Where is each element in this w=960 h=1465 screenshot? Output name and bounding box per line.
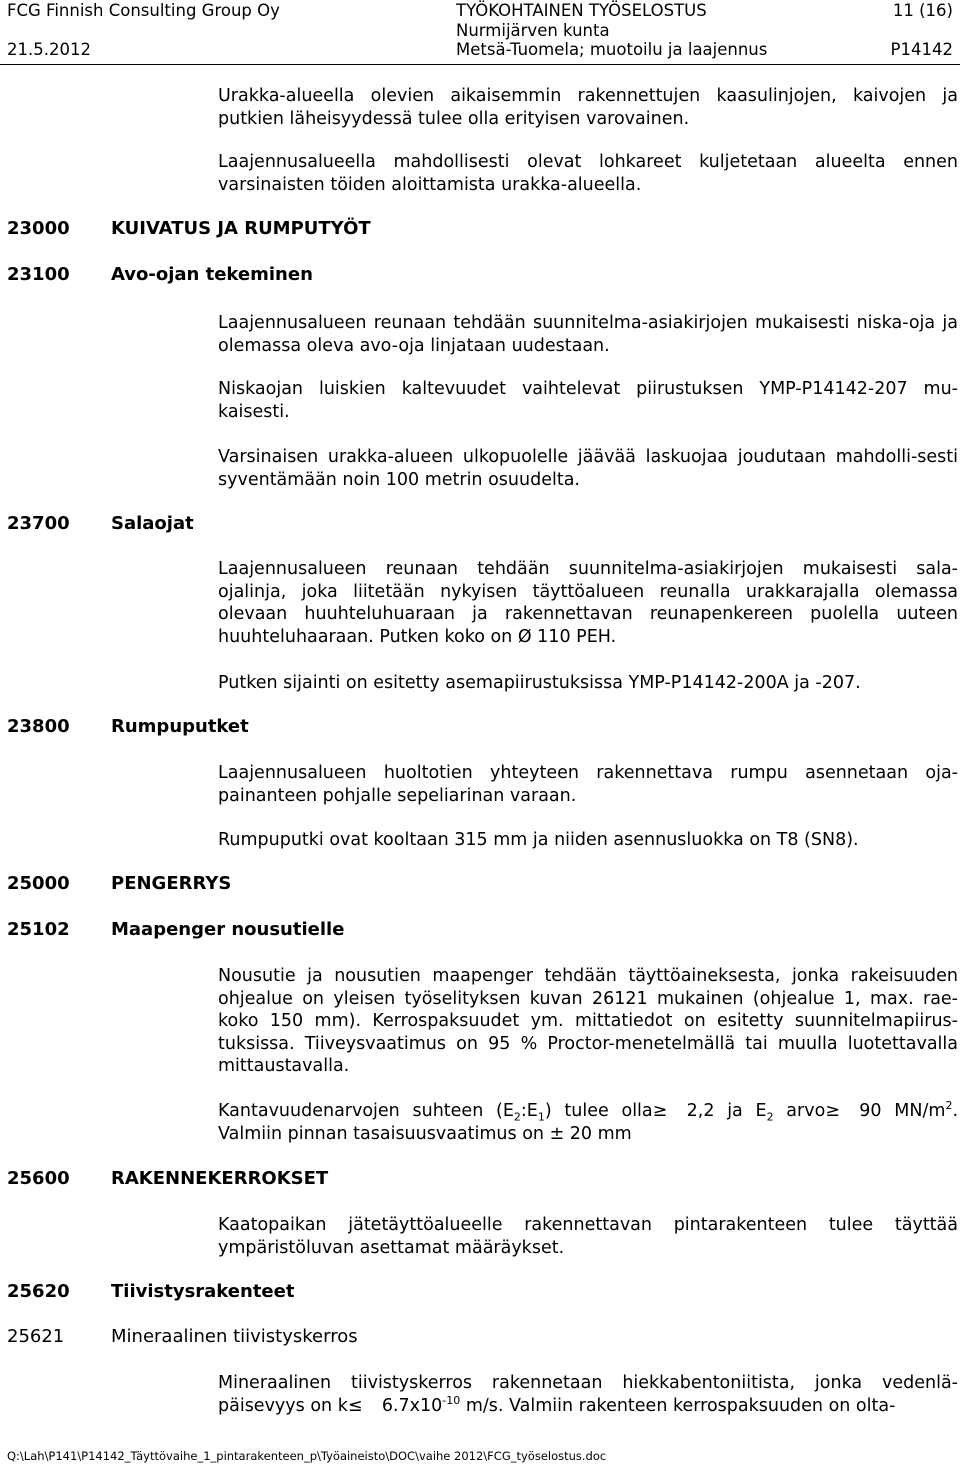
section-number: 23100 (7, 264, 70, 285)
text-run: . Valmiin pinnan tasaisuusvaatimus on ± 20 mm (218, 1101, 959, 1144)
section-number: 23700 (7, 513, 70, 534)
less-or-equal-symbol: ≤ (347, 1395, 363, 1416)
section-title: Maapenger nousutielle (111, 919, 345, 940)
subscript: 2 (766, 1110, 774, 1124)
bearing-capacity-paragraph (218, 1100, 958, 1145)
superscript: -10 (442, 1393, 461, 1407)
section-number: 25621 (7, 1326, 65, 1347)
greater-or-equal-symbol: ≥ (825, 1101, 840, 1121)
section-heading (7, 919, 344, 941)
section-heading (7, 513, 194, 535)
section-number: 25102 (7, 919, 70, 940)
text-run: 6.7x10 (381, 1395, 443, 1416)
section-title: KUIVATUS JA RUMPUTYÖT (111, 218, 371, 239)
subscript: 1 (537, 1110, 545, 1124)
page-number: 11 (16) (892, 1, 953, 20)
section-heading (7, 264, 313, 286)
text-run: :E (520, 1101, 538, 1121)
section-heading (7, 716, 249, 738)
greater-or-equal-symbol: ≥ (652, 1101, 668, 1121)
paragraph: Laajennusalueella mahdollisesti olevat lohkareet kuljetetaan alueelta ennen varsinaisten töiden aloittamista urakka-alueella. (218, 152, 958, 195)
section-number: 25000 (7, 873, 70, 894)
paragraph: Laajennusalueen reunaan tehdään suunnitelma-asiakirjojen mukaisesti niska-oja ja olemassa oleva avo-oja linjataan uudestaan. (218, 313, 958, 356)
section-number: 23800 (7, 716, 70, 737)
file-path-footer: Q:\Lah\P141\P14142_Täyttövaihe_1_pintarakenteen_p\Työaineisto\DOC\vaihe 2012\FCG_työselostus.doc (7, 1449, 607, 1463)
section-title: Tiivistysrakenteet (111, 1281, 295, 1302)
section-heading (7, 1168, 328, 1190)
section-title: Rumpuputket (111, 716, 249, 737)
project-number: P14142 (890, 40, 953, 59)
document-date: 21.5.2012 (7, 40, 91, 59)
section-heading (7, 873, 231, 895)
text-run: 90 MN/m (859, 1101, 946, 1121)
subscript: 2 (513, 1110, 521, 1124)
section-number: 25600 (7, 1168, 70, 1189)
permeability-paragraph (218, 1372, 958, 1417)
section-title: Salaojat (111, 513, 194, 534)
municipality: Nurmijärven kunta (456, 21, 610, 40)
section-heading (7, 1281, 294, 1303)
project-name: Metsä-Tuomela; muotoilu ja laajennus (456, 40, 768, 59)
paragraph: Urakka-alueella olevien aikaisemmin rakennettujen kaasulinjojen, kaivojen ja putkien läheisyydessä tulee olla erityisen varovainen. (218, 86, 958, 129)
paragraph: Putken sijainti on esitetty asemapiirustuksissa YMP-P14142-200A ja -207. (218, 673, 861, 693)
superscript: 2 (945, 1099, 953, 1113)
header-rule (0, 64, 960, 65)
section-number: 25620 (7, 1281, 70, 1302)
section-heading (7, 1326, 358, 1348)
text-run: Kantavuudenarvojen suhteen (E (218, 1101, 514, 1121)
paragraph: Varsinaisen urakka-alueen ulkopuolelle jäävää laskuojaa joudutaan mahdolli-sesti syventämään noin 100 metrin osuudelta. (218, 447, 958, 490)
paragraph: Laajennusalueen reunaan tehdään suunnitelma-asiakirjojen mukaisesti sala-ojalinja, joka liitetään nykyisen täyttöalueen reunalla urakkarajalla olemassa olevaan huuhteluhuaraan ja rakennettavan reunapenkereen puolella uuteen huuhteluhaaraan. Putken koko on Ø 110 PEH. (218, 559, 958, 647)
document-type: TYÖKOHTAINEN TYÖSELOSTUS (456, 1, 707, 20)
paragraph: Niskaojan luiskien kaltevuudet vaihtelevat piirustuksen YMP-P14142-207 mu-kaisesti. (218, 379, 958, 422)
section-title: Avo-ojan tekeminen (111, 264, 313, 285)
text-run: ) tulee olla (544, 1101, 653, 1121)
text-run: 2,2 ja E (686, 1101, 767, 1121)
text-run: m/s. Valmiin rakenteen kerrospaksuuden on olta- (460, 1395, 896, 1416)
text-run: arvo (773, 1101, 826, 1121)
paragraph: Rumpuputki ovat kooltaan 315 mm ja niiden asennusluokka on T8 (SN8). (218, 830, 859, 850)
section-title: PENGERRYS (111, 873, 232, 894)
section-title: RAKENNEKERROKSET (111, 1168, 329, 1189)
section-heading (7, 218, 371, 240)
paragraph: Laajennusalueen huoltotien yhteyteen rakennettava rumpu asennetaan oja-painanteen pohjalle sepeliarinan varaan. (218, 763, 958, 806)
section-number: 23000 (7, 218, 70, 239)
text-run: Mineraalinen tiivistyskerros rakennetaan hiekkabentoniitista, jonka vedenlä-päisevyys on k (218, 1373, 958, 1416)
paragraph: Nousutie ja nousutien maapenger tehdään täyttöaineksesta, jonka rakeisuuden ohjealue on yleisen työselityksen kuvan 26121 mukainen (ohjealue 1, max. rae-koko 150 mm). Kerrospaksuudet ym. mittatiedot on esitetty suunnitelmapiirus-tuksissa. Tiiveysvaatimus on 95 % Proctor-menetelmällä tai muulla luotettavalla mittaustavalla. (218, 966, 958, 1076)
section-title: Mineraalinen tiivistyskerros (111, 1326, 358, 1347)
paragraph: Kaatopaikan jätetäyttöalueelle rakennettavan pintarakenteen tulee täyttää ympäristöluvan asettamat määräykset. (218, 1215, 958, 1258)
company-name: FCG Finnish Consulting Group Oy (7, 1, 280, 20)
